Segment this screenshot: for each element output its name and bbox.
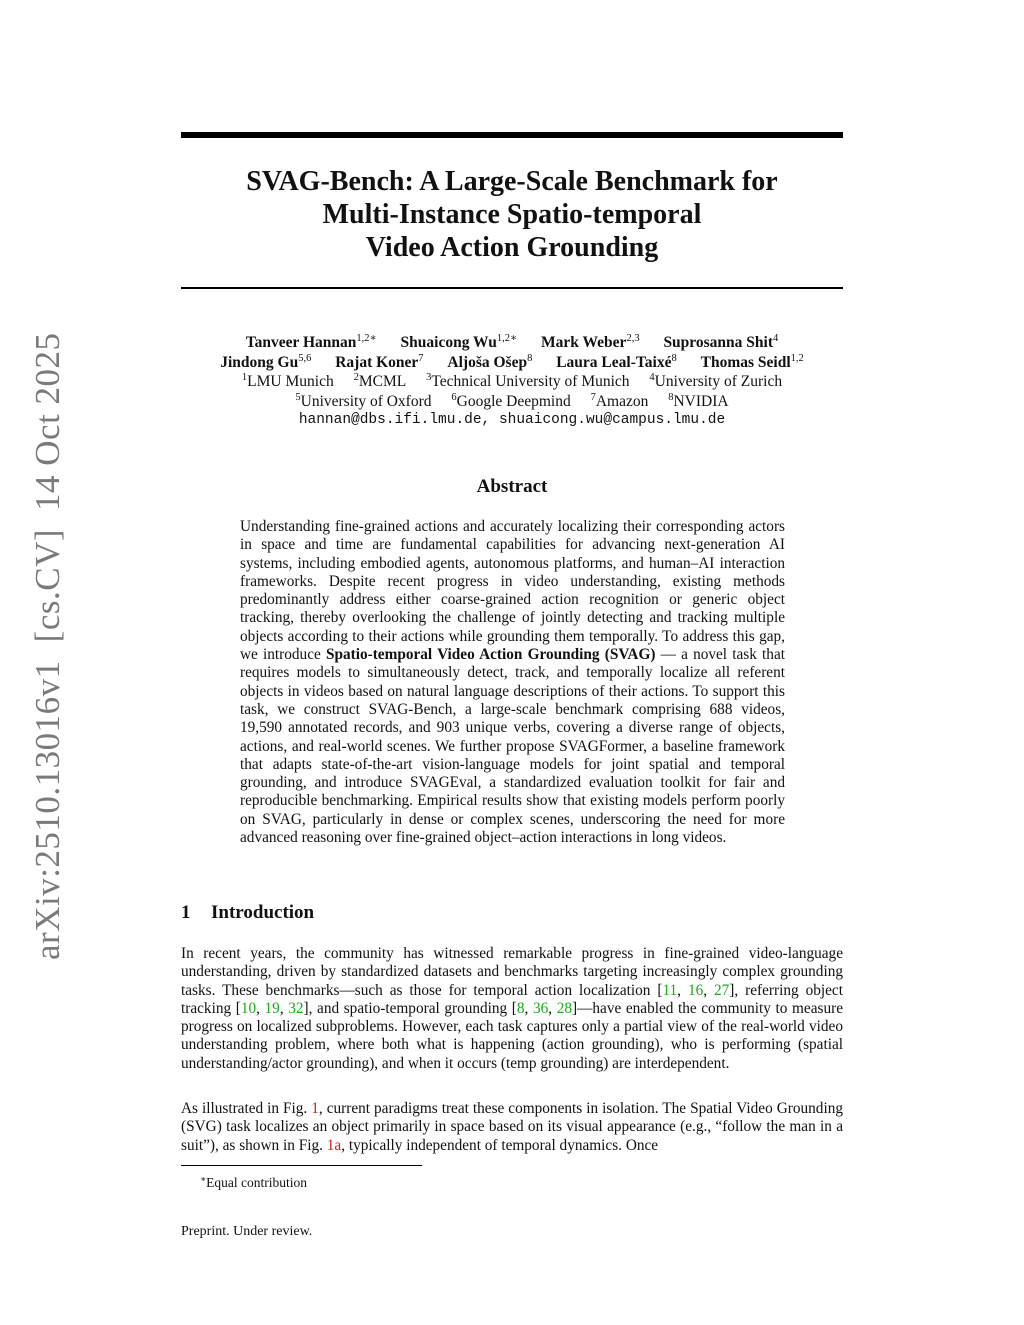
affiliation: $^6$Google Deepmind [451,391,571,410]
author: Suprosanna Shit$^4$ [663,333,779,351]
arxiv-id: arXiv:2510.13016v1 [28,660,67,960]
title-line-3: Video Action Grounding [365,232,659,263]
abstract-heading: Abstract [476,476,548,497]
author: Thomas Seidl$^{1,2}$ [700,352,804,371]
author-block [150,333,874,431]
intro-paragraph-1: In recent years, the community has witnessed remarkable progress in fine-grained video-language understanding, driven by standardized datasets and benchmarks targeting increasingly complex grounding tasks. These benchmarks—such as those for temporal action localization [11, 16, 27], referring object tracking [10, 19, 32], and spatio-temporal grounding [8, 36, 28]—have enabled the community to measure progress on localized subproblems. However, each task captures only a partial view of the real-world video understanding problem, where both what is happening (action grounding), who is performing (spatial understanding/actor grounding), and when it occurs (temp grounding) are interdependent. [181,945,843,1072]
author-emails: hannan@dbs.ifi.lmu.de, shuaicong.wu@campus.lmu.de [298,412,726,428]
arxiv-date: 14 Oct 2025 [28,332,67,511]
author-line-2 [150,353,874,373]
author: Tanveer Hannan$^{1,2∗}$ [245,333,377,351]
arxiv-category: [cs.CV] [28,528,67,643]
citation-link[interactable]: 27 [714,981,730,999]
author: Laura Leal-Taixé$^8$ [556,352,677,371]
footnote: ∗Equal contribution [200,1174,307,1190]
abstract-task-name: Spatio-temporal Video Action Grounding (SVAG) [325,646,656,664]
citation-link[interactable]: 28 [556,999,572,1017]
section-title: Introduction [211,902,315,923]
abstract-body: Understanding fine-grained actions and accurately localizing their corresponding actors in space and time are fundamental capabilities for advancing next-generation AI systems, including embodied agents, autonomous platforms, and human–AI interaction frameworks. Despite recent progress in video understanding, existing methods predominantly address either coarse-grained action recognition or generic object tracking, thereby overlooking the challenge of jointly detecting and tracking multiple objects according to their actions while grounding them temporally. To address this gap, we introduce Spatio-temporal Video Action Grounding (SVAG) — a novel task that requires models to simultaneously detect, track, and temporally localize all referent objects in videos based on natural language descriptions of their actions. To support this task, we construct SVAG-Bench, a large-scale benchmark comprising 688 videos, 19,590 annotated records, and 903 unique verbs, covering a diverse range of objects, actions, and real-world scenes. We further propose SVAGFormer, a baseline framework that adapts state-of-the-art vision-language models for joint spatial and temporal grounding, and introduce SVAGEval, a standardized evaluation toolkit for fair and reproducible benchmarking. Empirical results show that existing models perform poorly on SVAG, particularly in dense or complex scenes, underscoring the need for more advanced reasoning over fine-grained object–action interactions in long videos. [240,518,785,847]
author: Jindong Gu$^{5,6}$ [220,352,312,371]
figure-reference-link[interactable]: 1a [326,1136,342,1154]
arxiv-identifier [28,332,68,960]
citation-link[interactable]: 8 [516,999,525,1017]
paper-title [181,165,843,264]
title-line-1: SVAG-Bench: A Large-Scale Benchmark for [246,166,778,197]
author-line-1 [150,333,874,353]
affiliation: $^5$University of Oxford [295,391,432,410]
affiliation-line-1 [150,372,874,392]
affiliation: $^1$LMU Munich [241,372,334,390]
footnote-rule [181,1165,422,1166]
title-bottom-rule [181,287,843,289]
preprint-notice: Preprint. Under review. [181,1224,313,1239]
author: Shuaicong $Wu^{1,2∗}$ [400,333,518,351]
affiliation: $^7$Amazon [590,391,649,410]
title-line-2: Multi-Instance Spatio-temporal [322,199,702,230]
citation-link[interactable]: 16 [687,981,704,999]
section-heading [181,902,314,924]
affiliation: $^8$NVIDIA [668,391,729,410]
section-number: 1 [181,902,191,923]
figure-reference-link[interactable]: 1 [311,1100,319,1117]
citation-link[interactable]: 10 [240,999,257,1017]
citation-link[interactable]: 32 [288,999,304,1017]
affiliation: $^3$Technical University of Munich [426,372,630,390]
intro-paragraph-2: As illustrated in Fig. 1, current paradigms treat these components in isolation. The Spatial Video Grounding (SVG) task localizes an object primarily in space based on its visual appearance (e.g., “follow the man in a suit”), as shown in Fig. 1a, typically independent of temporal dynamics. Once [181,1100,843,1154]
author: Rajat Koner$^7$ [335,352,424,371]
citation-link[interactable]: 11 [662,981,678,999]
citation-link[interactable]: 36 [532,999,549,1017]
title-top-rule [181,132,843,138]
citation-link[interactable]: 19 [264,999,280,1017]
author: Aljoša Ošep$^8$ [447,352,533,371]
affiliation: $^4$University of Zurich [649,372,783,390]
author: Mark Weber$^{2,3}$ [541,333,640,351]
affiliation-line-2 [150,392,874,412]
affiliation: $^2$MCML [353,372,407,390]
